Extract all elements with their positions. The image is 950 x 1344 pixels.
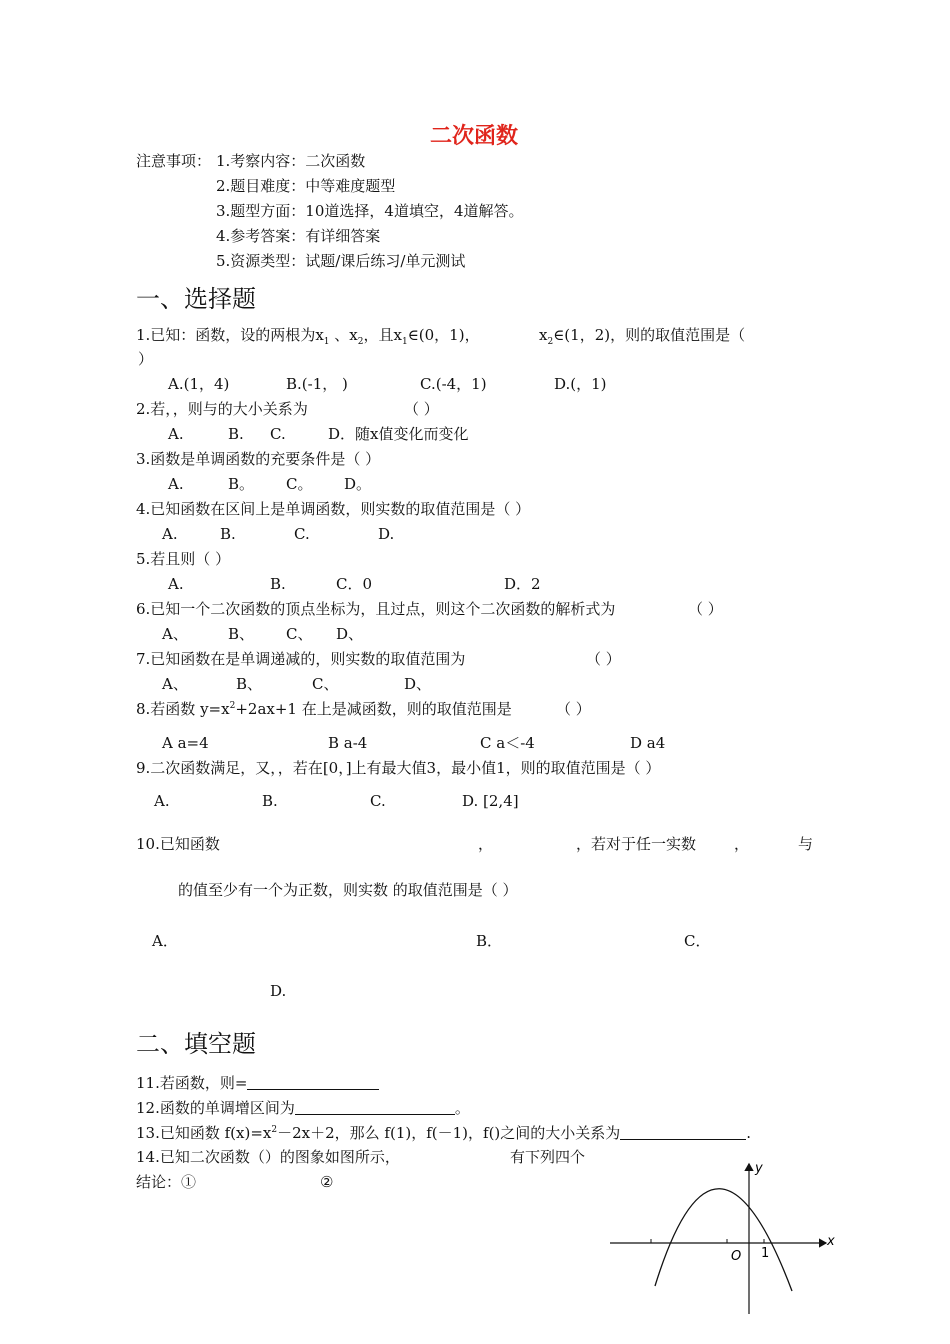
q3-option-a: A. xyxy=(168,475,184,493)
answer-blank[interactable] xyxy=(620,1125,746,1140)
q10-text-line2: 的值至少有一个为正数，则实数 的取值范围是（ ） xyxy=(178,881,518,899)
q13-text: . xyxy=(746,1124,752,1142)
q4-option-b: B. xyxy=(220,525,236,543)
q7-answer-paren: （ ） xyxy=(586,650,621,668)
q1-option-d: D.(，1) xyxy=(554,375,607,393)
q10-text: ，若对于任一实数 xyxy=(576,835,697,853)
question-6: 6.已知一个二次函数的顶点坐标为，且过点，则这个二次函数的解析式为 xyxy=(136,600,616,618)
q6-option-d: D、 xyxy=(336,625,364,643)
q1-sub: 2 xyxy=(357,337,364,347)
notice-item: 4.参考答案：有详细答案 xyxy=(216,227,381,245)
parabola-curve xyxy=(655,1189,792,1291)
q2-answer-paren: （ ） xyxy=(404,400,439,418)
q6-option-b: B、 xyxy=(228,625,255,643)
q2-option-d: D．随x值变化而变化 xyxy=(328,425,469,443)
parabola-graph xyxy=(600,1156,840,1316)
q12-text: 。 xyxy=(454,1099,470,1117)
q2-option-b: B. xyxy=(228,425,244,443)
q8-option-b: B a-4 xyxy=(328,734,368,752)
question-13 xyxy=(136,1125,751,1141)
q5-option-a: A. xyxy=(168,575,184,593)
q10-option-b: B． xyxy=(476,932,503,950)
q9-option-a: A. xyxy=(154,792,170,810)
q9-option-d: D. [2,4] xyxy=(462,792,519,810)
q5-option-c: C．0 xyxy=(336,575,373,593)
q11-text: 11.若函数，则= xyxy=(136,1074,248,1092)
q5-option-d: D．2 xyxy=(504,575,541,593)
q4-option-c: C. xyxy=(294,525,310,543)
q7-option-b: B、 xyxy=(236,675,263,693)
notice-item: 5.资源类型：试题/课后练习/单元测试 xyxy=(216,252,466,270)
q5-option-b: B. xyxy=(270,575,286,593)
q1-option-a: A.(1，4) xyxy=(168,375,230,393)
q14-text: 有下列四个 xyxy=(510,1148,586,1166)
question-2: 2.若，，则与的大小关系为 xyxy=(136,400,308,418)
q6-option-a: A、 xyxy=(162,625,188,643)
y-axis-label: y xyxy=(755,1161,763,1176)
question-10: 10.已知函数 xyxy=(136,835,220,853)
q7-option-a: A、 xyxy=(162,675,188,693)
question-3: 3.函数是单调函数的充要条件是（ ） xyxy=(136,450,381,468)
question-1-part2 xyxy=(539,326,746,347)
q1-option-b: B.(-1， ) xyxy=(286,375,348,393)
q8-text: +2ax+1 在上是减函数，则的取值范围是 xyxy=(235,700,512,718)
question-14: 14.已知二次函数（）的图象如图所示， xyxy=(136,1148,400,1166)
q13-sup: 2 xyxy=(271,1125,278,1135)
question-9: 9.二次函数满足，又，，若在[0，]上有最大值3，最小值1，则的取值范围是（ ） xyxy=(136,759,661,777)
q14-conclusion-1: 结论：① xyxy=(136,1173,197,1191)
q8-answer-paren: （ ） xyxy=(556,700,591,718)
q8-text: 8.若函数 y=x xyxy=(136,700,230,718)
q8-option-d: D a4 xyxy=(630,734,666,752)
question-8 xyxy=(136,702,512,717)
q1-option-c: C.(-4，1) xyxy=(420,375,487,393)
section-heading-fill: 二、填空题 xyxy=(136,1030,256,1058)
q3-option-c: C。 xyxy=(286,475,313,493)
q13-text: －2x＋2，那么 f(1)，f(－1)，f()之间的大小关系为 xyxy=(277,1124,621,1142)
q1-text: 、x xyxy=(329,326,358,344)
q10-option-a: A． xyxy=(152,932,178,950)
q10-comma: ， xyxy=(734,835,750,853)
q9-option-b: B. xyxy=(262,792,278,810)
q1-sub: 1 xyxy=(323,337,330,347)
question-4: 4.已知函数在区间上是单调函数，则实数的取值范围是（ ） xyxy=(136,500,531,518)
question-5: 5.若且则（ ） xyxy=(136,550,231,568)
question-7: 7.已知函数在是单调递减的，则实数的取值范围为 xyxy=(136,650,466,668)
q1-text: 1.已知：函数，设的两根为x xyxy=(136,326,324,344)
question-1 xyxy=(136,326,480,347)
notice-item: 1.考察内容：二次函数 xyxy=(216,152,366,170)
answer-blank[interactable] xyxy=(247,1075,379,1090)
notice-item: 3.题型方面：10道选择，4道填空，4道解答。 xyxy=(216,202,524,220)
q7-option-d: D、 xyxy=(404,675,432,693)
q1-text: ∈(0，1)， xyxy=(407,326,480,344)
answer-blank[interactable] xyxy=(295,1100,455,1115)
section-heading-choice: 一、选择题 xyxy=(136,285,256,313)
page-title: 二次函数 xyxy=(430,124,519,149)
q3-option-b: B。 xyxy=(228,475,255,493)
origin-label: O xyxy=(731,1249,742,1264)
q10-text: 与 xyxy=(798,835,814,853)
q12-text: 12.函数的单调增区间为 xyxy=(136,1099,295,1117)
q1-text: ∈(1，2)，则的取值范围是（ xyxy=(553,326,746,344)
q8-option-a: A a=4 xyxy=(162,734,209,752)
q8-sup: 2 xyxy=(229,701,236,711)
notice-item: 2.题目难度：中等难度题型 xyxy=(216,177,396,195)
q4-option-a: A. xyxy=(162,525,178,543)
q9-option-c: C. xyxy=(370,792,386,810)
q1-close-paren: ） xyxy=(138,350,154,368)
notice-label: 注意事项： xyxy=(136,152,212,170)
q3-option-d: D。 xyxy=(344,475,372,493)
q1-text: ，且x xyxy=(363,326,402,344)
q1-sub: 1 xyxy=(401,337,408,347)
q6-answer-paren: （ ） xyxy=(688,600,723,618)
q4-option-d: D. xyxy=(378,525,395,543)
q10-option-c: C． xyxy=(684,932,711,950)
q10-comma: ， xyxy=(478,835,494,853)
q6-option-c: C、 xyxy=(286,625,313,643)
q2-option-a: A. xyxy=(168,425,184,443)
tick-label-one: 1 xyxy=(761,1246,770,1261)
q1-text: x xyxy=(539,326,548,344)
question-12 xyxy=(136,1100,470,1116)
q14-conclusion-2: ② xyxy=(320,1173,334,1191)
q10-option-d: D. xyxy=(270,982,287,1000)
q1-sub: 2 xyxy=(547,337,554,347)
q7-option-c: C、 xyxy=(312,675,339,693)
q13-text: 13.已知函数 f(x)=x xyxy=(136,1124,272,1142)
q8-option-c: C a＜-4 xyxy=(480,734,535,752)
x-axis-label: x xyxy=(827,1234,835,1249)
question-11 xyxy=(136,1075,379,1091)
q2-option-c: C. xyxy=(270,425,286,443)
